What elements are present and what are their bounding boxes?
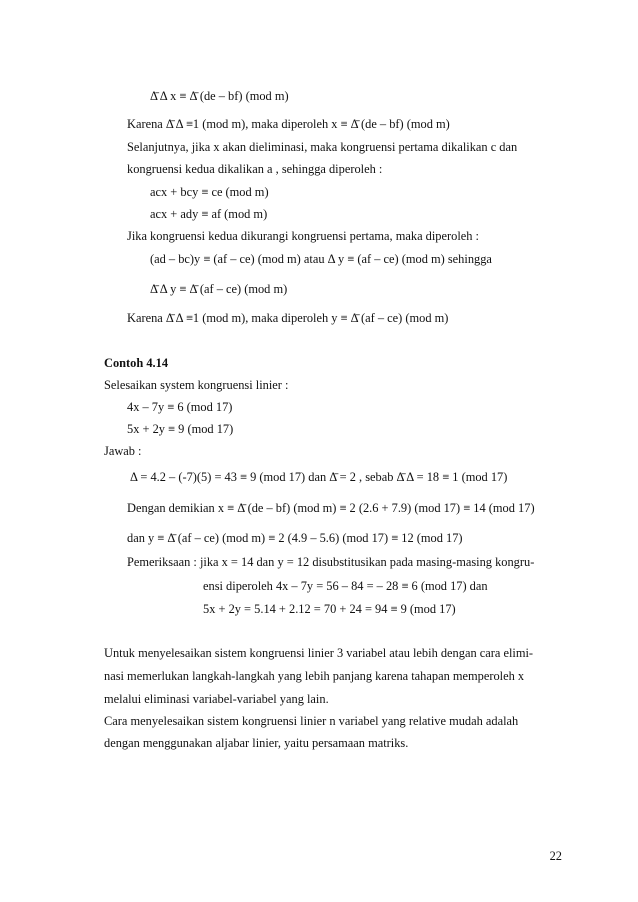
formula-delta-x: Δ̄ Δ x ≡ Δ̄ (de – bf) (mod m)	[150, 89, 289, 103]
heading-contoh: Contoh 4.14	[104, 356, 169, 370]
formula-delta-value: Δ = 4.2 – (-7)(5) = 43 ≡ 9 (mod 17) dan Δ̄ = 2 , sebab Δ̄ Δ = 18 ≡ 1 (mod 17)	[130, 470, 508, 484]
formula-acx-bcy: acx + bcy ≡ ce (mod m)	[150, 185, 269, 199]
text-karena-x: Karena Δ̄ Δ ≡1 (mod m), maka diperoleh x ≡ Δ̄ (de – bf) (mod m)	[127, 117, 450, 131]
paragraph-line-5: dengan menggunakan aljabar linier, yaitu persamaan matriks.	[104, 736, 409, 750]
formula-delta-y: Δ̄ Δ y ≡ Δ̄ (af – ce) (mod m)	[150, 282, 288, 296]
text-jawab: Jawab :	[104, 444, 142, 458]
text-pemeriksaan: Pemeriksaan : jika x = 14 dan y = 12 disubstitusikan pada masing-masing kongru-	[127, 555, 535, 569]
formula-ad-bc: (ad – bc)y ≡ (af – ce) (mod m) atau Δ y ≡ (af – ce) (mod m) sehingga	[150, 252, 492, 266]
page-number: 22	[549, 849, 562, 863]
text-selanjutnya: Selanjutnya, jika x akan dieliminasi, maka kongruensi pertama dikalikan c dan	[127, 140, 518, 154]
paragraph-line-2: nasi memerlukan langkah-langkah yang lebih panjang karena tahapan memperoleh x	[104, 669, 525, 683]
paragraph-line-4: Cara menyelesaikan sistem kongruensi linier n variabel yang relative mudah adalah	[104, 714, 519, 728]
formula-check-eq2: 5x + 2y = 5.14 + 2.12 = 70 + 24 = 94 ≡ 9 (mod 17)	[203, 602, 456, 616]
formula-eq1: 4x – 7y ≡ 6 (mod 17)	[127, 400, 233, 414]
text-dengan-demikian: Dengan demikian x ≡ Δ̄ (de – bf) (mod m) ≡ 2 (2.6 + 7.9) (mod 17) ≡ 14 (mod 17)	[127, 501, 535, 515]
text-selesaikan: Selesaikan system kongruensi linier :	[104, 378, 289, 392]
formula-acx-ady: acx + ady ≡ af (mod m)	[150, 207, 268, 221]
text-kongruensi-kedua: kongruensi kedua dikalikan a , sehingga diperoleh :	[127, 162, 383, 176]
text-dan-y: dan y ≡ Δ̄ (af – ce) (mod m) ≡ 2 (4.9 – 5.6) (mod 17) ≡ 12 (mod 17)	[127, 531, 463, 545]
text-karena-y: Karena Δ̄ Δ ≡1 (mod m), maka diperoleh y ≡ Δ̄ (af – ce) (mod m)	[127, 311, 449, 325]
text-pemeriksaan-cont: ensi diperoleh 4x – 7y = 56 – 84 = – 28 ≡ 6 (mod 17) dan	[203, 579, 488, 593]
formula-eq2: 5x + 2y ≡ 9 (mod 17)	[127, 422, 234, 436]
text-jika-kongruensi: Jika kongruensi kedua dikurangi kongruensi pertama, maka diperoleh :	[127, 229, 480, 243]
paragraph-line-3: melalui eliminasi variabel-variabel yang lain.	[104, 692, 329, 706]
paragraph-line-1: Untuk menyelesaikan sistem kongruensi linier 3 variabel atau lebih dengan cara elimi-	[104, 646, 534, 660]
